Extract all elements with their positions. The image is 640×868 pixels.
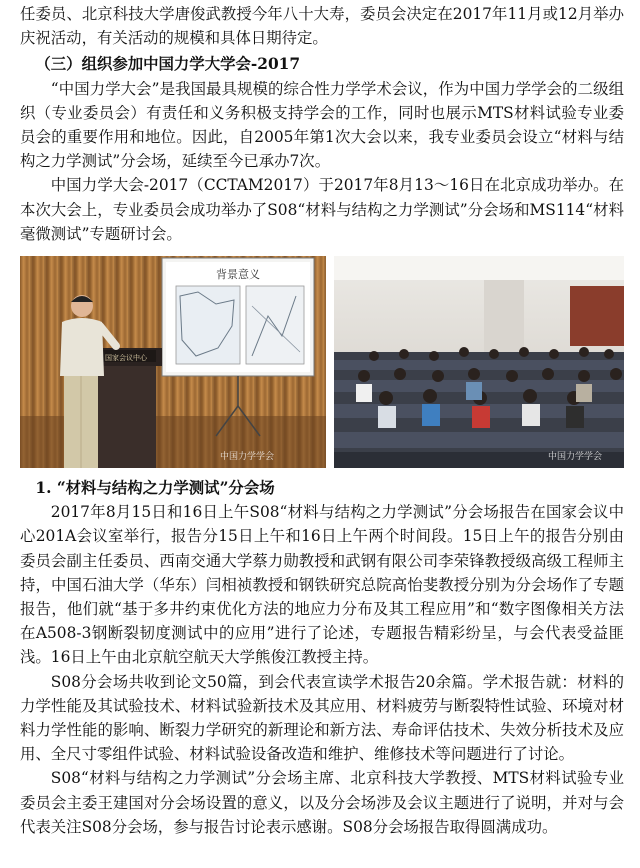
speaker-photo [20, 256, 326, 468]
cctam-paragraph: 中国力学大会-2017（CCTAM2017）于2017年8月13～16日在北京成功举办。在本次大会上，专业委员会成功举办了S08“材料与结构之力学测试”分会场和MS114“材料毫微测试”专题研讨会。 [20, 176, 624, 243]
section-heading: （三）组织参加中国力学大学会-2017 [35, 55, 301, 74]
subsection-heading: 1. “材料与结构之力学测试”分会场 [35, 479, 275, 497]
session-papers-paragraph: S08分会场共收到论文50篇，到会代表宣读学术报告20余篇。学术报告就：材料的力学性能及其试验技术、材料试验新技术及其应用、材料疲劳与断裂特性试验、环境对材料力学性能的影响、断裂力学研究的新理论和新方法、寿命评估技术、失效分析技术及应用、全尺寸零组件试验、材料试验设备改造和维护、维修技术等问题进行了讨论。 [20, 672, 624, 764]
bottom-text-block [20, 476, 624, 839]
session-chair-paragraph: S08“材料与结构之力学测试”分会场主席、北京科技大学教授、MTS材料试验专业委员会主委王建国对分会场设置的意义，以及分会场涉及会议主题进行了说明，并对与会代表关注S08分会场，参与报告讨论表示感谢。S08分会场报告取得圆满成功。 [20, 769, 624, 836]
session-report-paragraph: 2017年8月15日和16日上午S08“材料与结构之力学测试”分会场报告在国家会议中心201A会议室举行，报告分15日上午和16日上午两个时间段。15日上午的报告分别由委员会副主任委员、西南交通大学蔡力勋教授和武钢有限公司李荣锋教授级高级工程师主持，中国石油大学（华东）闫相祯教授和钢铁研究总院高怡斐教授分别为分会场作了专题报告，他们就“基于多井约束优化方法的地应力分布及其工程应用”和“数字图像相关方法在A508-3钢断裂韧度测试中的应用”进行了论述，专题报告精彩纷呈，与会代表受益匪浅。16日上午由北京航空航天大学熊俊江教授主持。 [20, 503, 624, 667]
podium-label: 国家会议中心 [105, 354, 147, 362]
top-text-block [20, 2, 624, 246]
intro-paragraph: 任委员、北京科技大学唐俊武教授今年八十大寿，委员会决定在2017年11月或12月举办庆祝活动，有关活动的规模和具体日期待定。 [20, 5, 624, 48]
photo-row [20, 256, 624, 468]
audience-photo [334, 256, 624, 468]
watermark-right: 中国力学学会 [548, 452, 603, 462]
watermark-left: 中国力学学会 [220, 452, 275, 462]
slide-title: 背景意义 [216, 268, 260, 281]
congress-intro-paragraph: “中国力学大会”是我国最具规模的综合性力学学术会议，作为中国力学学会的二级组织（专业委员会）有责任和义务积极支持学会的工作，同时也展示MTS材料试验专业委员会的重要作用和地位。因此，自2005年第1次大会以来，我专业委员会设立“材料与结构之力学测试”分会场，延续至今已承办7次。 [20, 79, 624, 171]
